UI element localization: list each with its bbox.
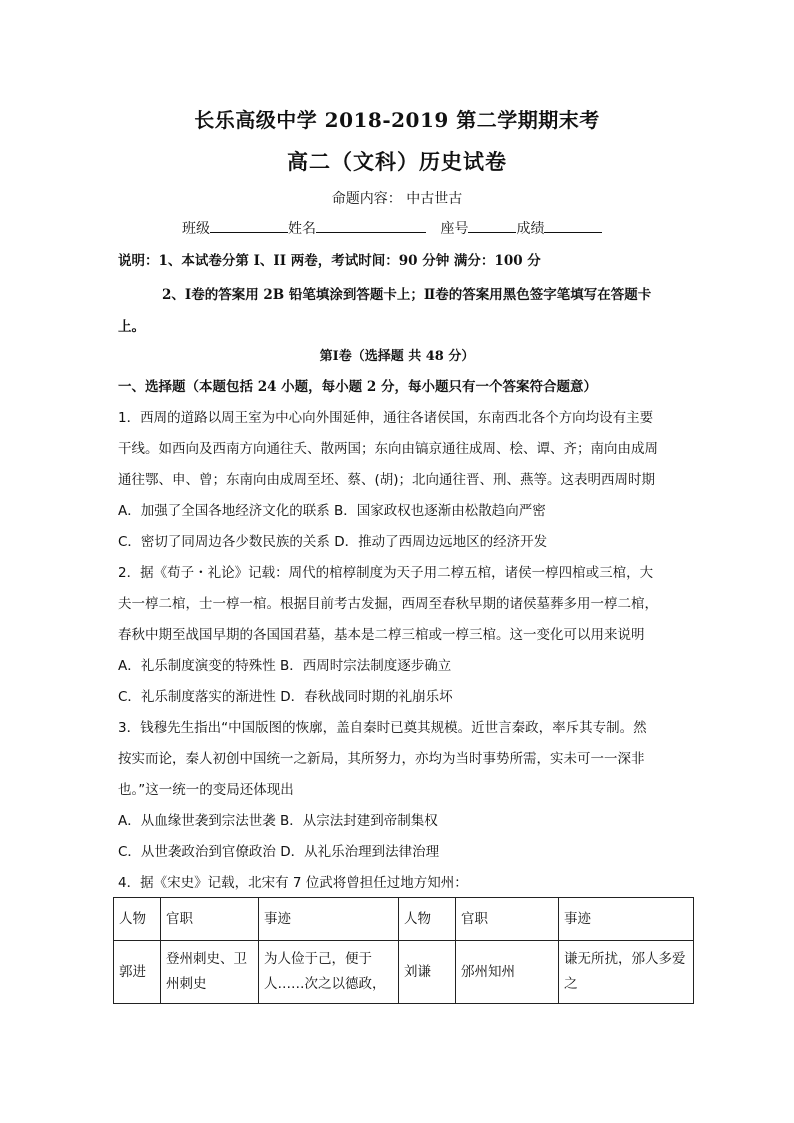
table-cell: 为人俭于己，便于人……次之以德政， (259, 941, 399, 1004)
table-header-cell: 事迹 (259, 898, 399, 941)
question-2-line-1: 2．据《荀子・礼论》记载：周代的棺椁制度为天子用二椁五棺，诸侯一椁四棺或三棺，大 (118, 565, 654, 581)
exam-subtitle: 高二（文科）历史试卷 (287, 149, 507, 174)
table-header-cell: 人物 (399, 898, 456, 941)
table-cell: 登州刺史、卫州刺史 (161, 941, 259, 1004)
table-header-cell: 人物 (114, 898, 161, 941)
name-blank[interactable] (316, 218, 426, 233)
seat-blank[interactable] (468, 218, 516, 233)
score-blank[interactable] (544, 218, 602, 233)
note-2-cont: 上。 (118, 319, 145, 335)
exam-title: 长乐高级中学 2018-2019 第二学期期末考 (194, 108, 600, 132)
question-3-options-cd: C．从世袭政治到官僚政治 D．从礼乐治理到法律治理 (118, 844, 440, 860)
part-title: 第Ⅰ卷（选择题 共 48 分） (319, 349, 475, 364)
exam-scope: 命题内容： 中古世古 (331, 191, 463, 207)
question-2-options-cd: C．礼乐制度落实的渐进性 D．春秋战同时期的礼崩乐坏 (118, 689, 453, 705)
seat-label: 座号 (440, 221, 469, 237)
question-1-line-2: 干线。如西向及西南方向通往夭、散两国；东向由镐京通往成周、桧、谭、齐；南向由成周 (118, 441, 658, 457)
table-row (114, 941, 694, 1004)
table-cell: 谦无所扰，邠人多爱之 (559, 941, 694, 1004)
note-2: 2、Ⅰ卷的答案用 2B 铅笔填涂到答题卡上；Ⅱ卷的答案用黑色签字笔填写在答题卡 (162, 287, 652, 303)
section-heading: 一、选择题（本题包括 24 小题，每小题 2 分，每小题只有一个答案符合题意） (118, 379, 597, 395)
table-cell: 邠州知州 (456, 941, 559, 1004)
table-header-cell: 事迹 (559, 898, 694, 941)
table-header-cell: 官职 (456, 898, 559, 941)
question-2-options-ab: A．礼乐制度演变的特殊性 B．西周时宗法制度逐步确立 (118, 658, 452, 674)
question-4-table (113, 897, 694, 1004)
note-1: 说明：1、本试卷分第 I、II 两卷，考试时间：90 分钟 满分：100 分 (118, 253, 541, 269)
question-1-line-3: 通往鄂、申、曾；东南向由成周至坯、蔡、(胡)；北向通往晋、刑、燕等。这表明西周时期 (118, 472, 656, 488)
table-header-cell: 官职 (161, 898, 259, 941)
question-2-line-3: 春秋中期至战国早期的各国国君墓，基本是二椁三棺或一椁三棺。这一变化可以用来说明 (118, 627, 645, 643)
question-3-line-1: 3．钱穆先生指出“中国版图的恢廓，盖自秦时已奠其规模。近世言秦政，率斥其专制。然 (118, 720, 647, 736)
table-header-row (114, 898, 694, 941)
question-1-line-1: 1．西周的道路以周王室为中心向外围延伸，通往各诸侯国，东南西北各个方向均设有主要 (118, 410, 654, 426)
table-cell: 刘谦 (399, 941, 456, 1004)
table-cell: 郭进 (114, 941, 161, 1004)
question-4-stem: 4．据《宋史》记载，北宋有 7 位武将曾担任过地方知州： (118, 875, 468, 891)
question-3-line-2: 按实而论，秦人初创中国统一之新局，其所努力，亦均为当时事势所需，实未可一一深非 (118, 751, 645, 767)
class-blank[interactable] (210, 218, 288, 233)
score-label: 成绩 (516, 221, 545, 237)
student-info-line (182, 218, 602, 238)
question-3-line-3: 也。”这一统一的变局还体现出 (118, 782, 294, 798)
question-1-options-ab: A．加强了全国各地经济文化的联系 B．国家政权也逐渐由松散趋向严密 (118, 503, 546, 519)
class-label: 班级 (182, 221, 210, 237)
name-label: 姓名 (288, 221, 316, 237)
question-3-options-ab: A．从血缘世袭到宗法世袭 B．从宗法封建到帝制集权 (118, 813, 438, 829)
question-2-line-2: 夫一椁二棺，士一椁一棺。根据目前考古发掘，西周至春秋早期的诸侯墓葬多用一椁二棺， (118, 596, 658, 612)
question-1-options-cd: C．密切了同周边各少数民族的关系 D．推动了西周边远地区的经济开发 (118, 534, 548, 550)
